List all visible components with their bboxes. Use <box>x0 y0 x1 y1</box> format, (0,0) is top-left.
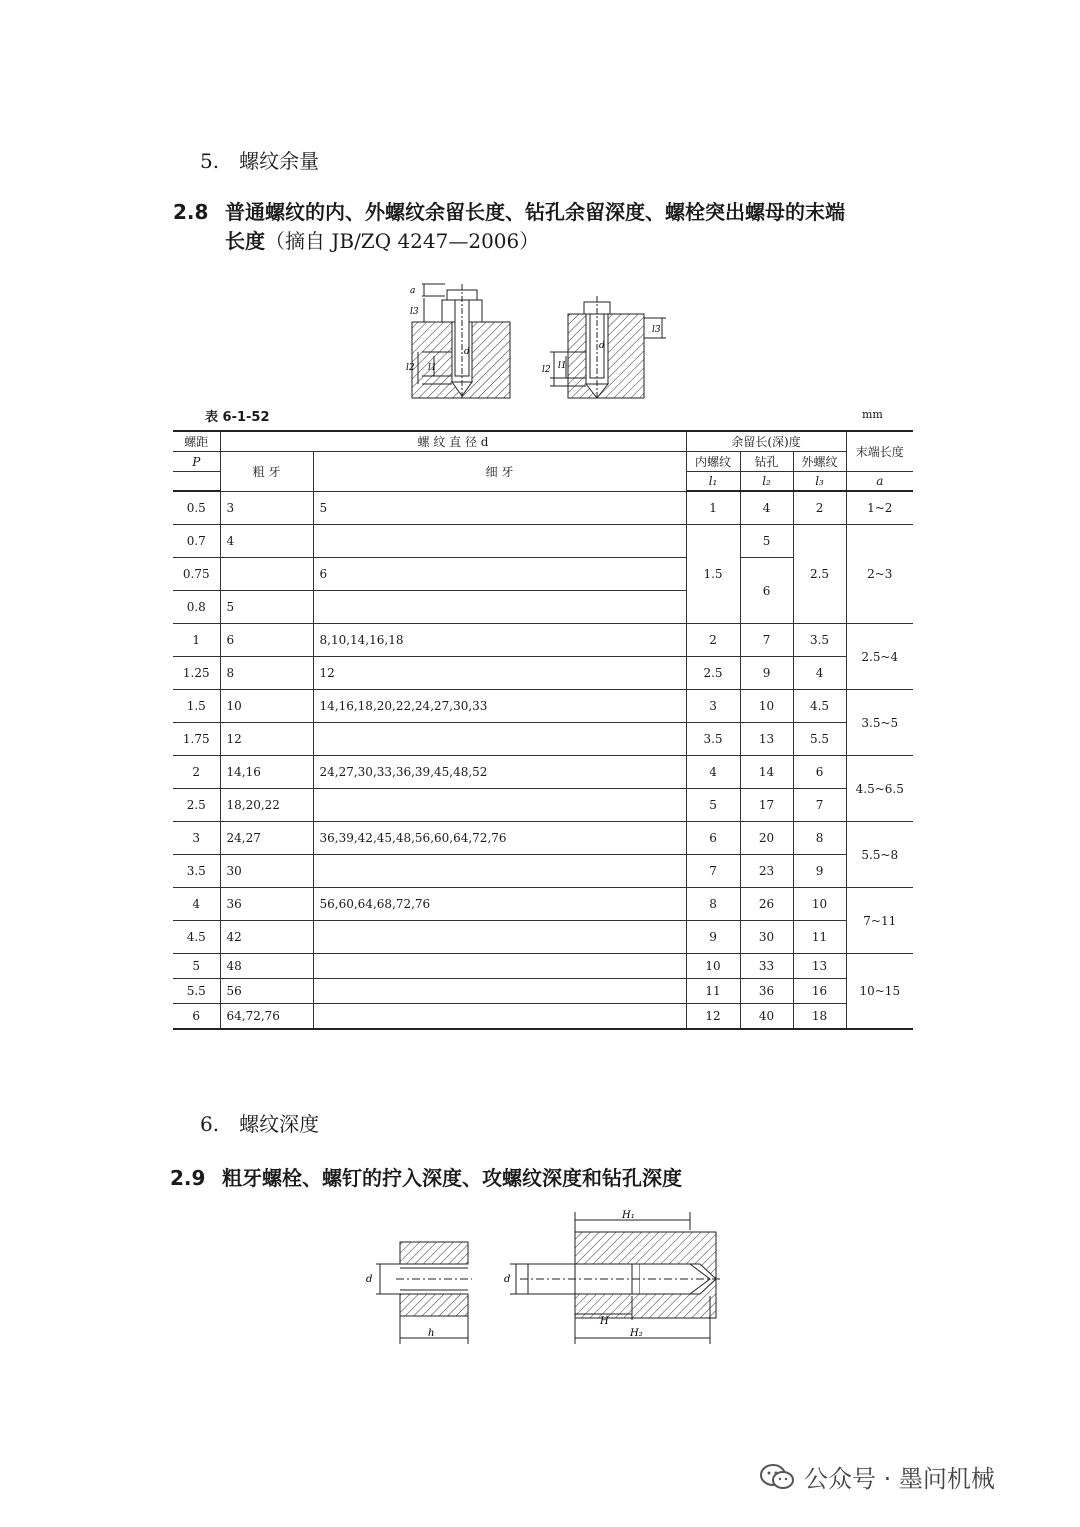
label-d: d <box>464 347 470 357</box>
topic-2-9-heading <box>170 1162 682 1191</box>
topic-title: 粗牙螺栓、螺钉的拧入深度、攻螺纹深度和钻孔深度 <box>222 1166 682 1190</box>
table-row: 0.8 5 <box>173 591 913 624</box>
thread-allowance-table <box>173 430 913 1030</box>
section-heading-5: 5. 螺纹余量 <box>200 149 320 173</box>
thread-allowance-diagram <box>400 272 680 402</box>
table-row: 3.5 30 7 23 9 <box>173 855 913 888</box>
topic-number: 2.9 <box>170 1166 206 1190</box>
label-H: H <box>600 1316 609 1327</box>
table-row: 0.5 3 5 1 4 2 1~2 <box>173 491 913 525</box>
header-a: a <box>846 472 913 492</box>
through-hole-figure <box>366 1242 472 1344</box>
table-row: 0.75 6 6 <box>173 558 913 591</box>
label-H1: H₁ <box>622 1210 635 1221</box>
header-blank <box>173 472 220 492</box>
table-caption: 表 6-1-52 <box>205 410 270 425</box>
header-diameter: 螺 纹 直 径 d <box>220 431 686 452</box>
header-drill: 钻孔 <box>740 452 793 472</box>
table-row: 1.25 8 12 2.5 9 4 <box>173 657 913 690</box>
topic-title-line1: 普通螺纹的内、外螺纹余留长度、钻孔余留深度、螺栓突出螺母的末端 <box>225 200 845 224</box>
label-H2: H₂ <box>630 1328 643 1339</box>
watermark-text: 公众号 · 墨问机械 <box>804 1465 995 1493</box>
header-external: 外螺纹 <box>793 452 846 472</box>
label-l3: l3 <box>410 307 419 317</box>
table-row: 2 14,16 24,27,30,33,36,39,45,48,52 4 14 6 4.5~6.5 <box>173 756 913 789</box>
label-l1: l1 <box>428 363 437 373</box>
blind-hole-figure <box>504 1210 722 1344</box>
header-pitch-symbol: P <box>173 452 220 472</box>
table-row: 2.5 18,20,22 5 17 7 <box>173 789 913 822</box>
bolt-assembly-figure <box>406 284 510 398</box>
label-d-left: d <box>366 1274 373 1285</box>
header-pitch: 螺距 <box>173 431 220 452</box>
table-row: 1.5 10 14,16,18,20,22,24,27,30,33 3 10 4.5 3.5~5 <box>173 690 913 723</box>
header-l1: l₁ <box>686 472 740 492</box>
table-row: 5.5 56 11 36 16 <box>173 979 913 1004</box>
label-d-right: d <box>504 1274 511 1285</box>
table-row: 4 36 56,60,64,68,72,76 8 26 10 7~11 <box>173 888 913 921</box>
table-unit: mm <box>862 408 883 421</box>
header-coarse: 粗 牙 <box>220 452 313 492</box>
label-l2-right: l2 <box>542 365 551 375</box>
table-row: 1 6 8,10,14,16,18 2 7 3.5 2.5~4 <box>173 624 913 657</box>
header-end-length: 末端长度 <box>846 431 913 472</box>
label-d-right: d <box>599 341 605 351</box>
header-l3: l₃ <box>793 472 846 492</box>
wechat-icon <box>760 1464 794 1490</box>
topic-title-line2: 长度 <box>225 229 265 253</box>
header-internal: 内螺纹 <box>686 452 740 472</box>
topic-2-8-heading <box>173 198 933 256</box>
label-l1-right: l1 <box>558 361 567 371</box>
header-l2: l₂ <box>740 472 793 492</box>
section-heading-6: 6. 螺纹深度 <box>200 1112 320 1136</box>
label-l2: l2 <box>406 363 415 373</box>
watermark <box>760 1459 995 1494</box>
table-row: 1.75 12 3.5 13 5.5 <box>173 723 913 756</box>
header-residual: 余留长(深)度 <box>686 431 846 452</box>
topic-number: 2.8 <box>173 200 209 224</box>
screw-assembly-figure <box>542 296 666 398</box>
table-row: 5 48 10 33 13 10~15 <box>173 954 913 979</box>
table-row: 4.5 42 9 30 11 <box>173 921 913 954</box>
table-row: 0.7 4 1.5 5 2.5 2~3 <box>173 525 913 558</box>
topic-source-note: （摘自 JB/ZQ 4247—2006） <box>265 229 540 253</box>
table-row: 6 64,72,76 12 40 18 <box>173 1004 913 1030</box>
label-l3-right: l3 <box>652 325 661 335</box>
thread-depth-diagram <box>360 1208 740 1348</box>
table-row: 3 24,27 36,39,42,45,48,56,60,64,72,76 6 20 8 5.5~8 <box>173 822 913 855</box>
label-h: h <box>428 1328 435 1339</box>
label-a: a <box>410 286 416 296</box>
header-fine: 细 牙 <box>313 452 686 492</box>
